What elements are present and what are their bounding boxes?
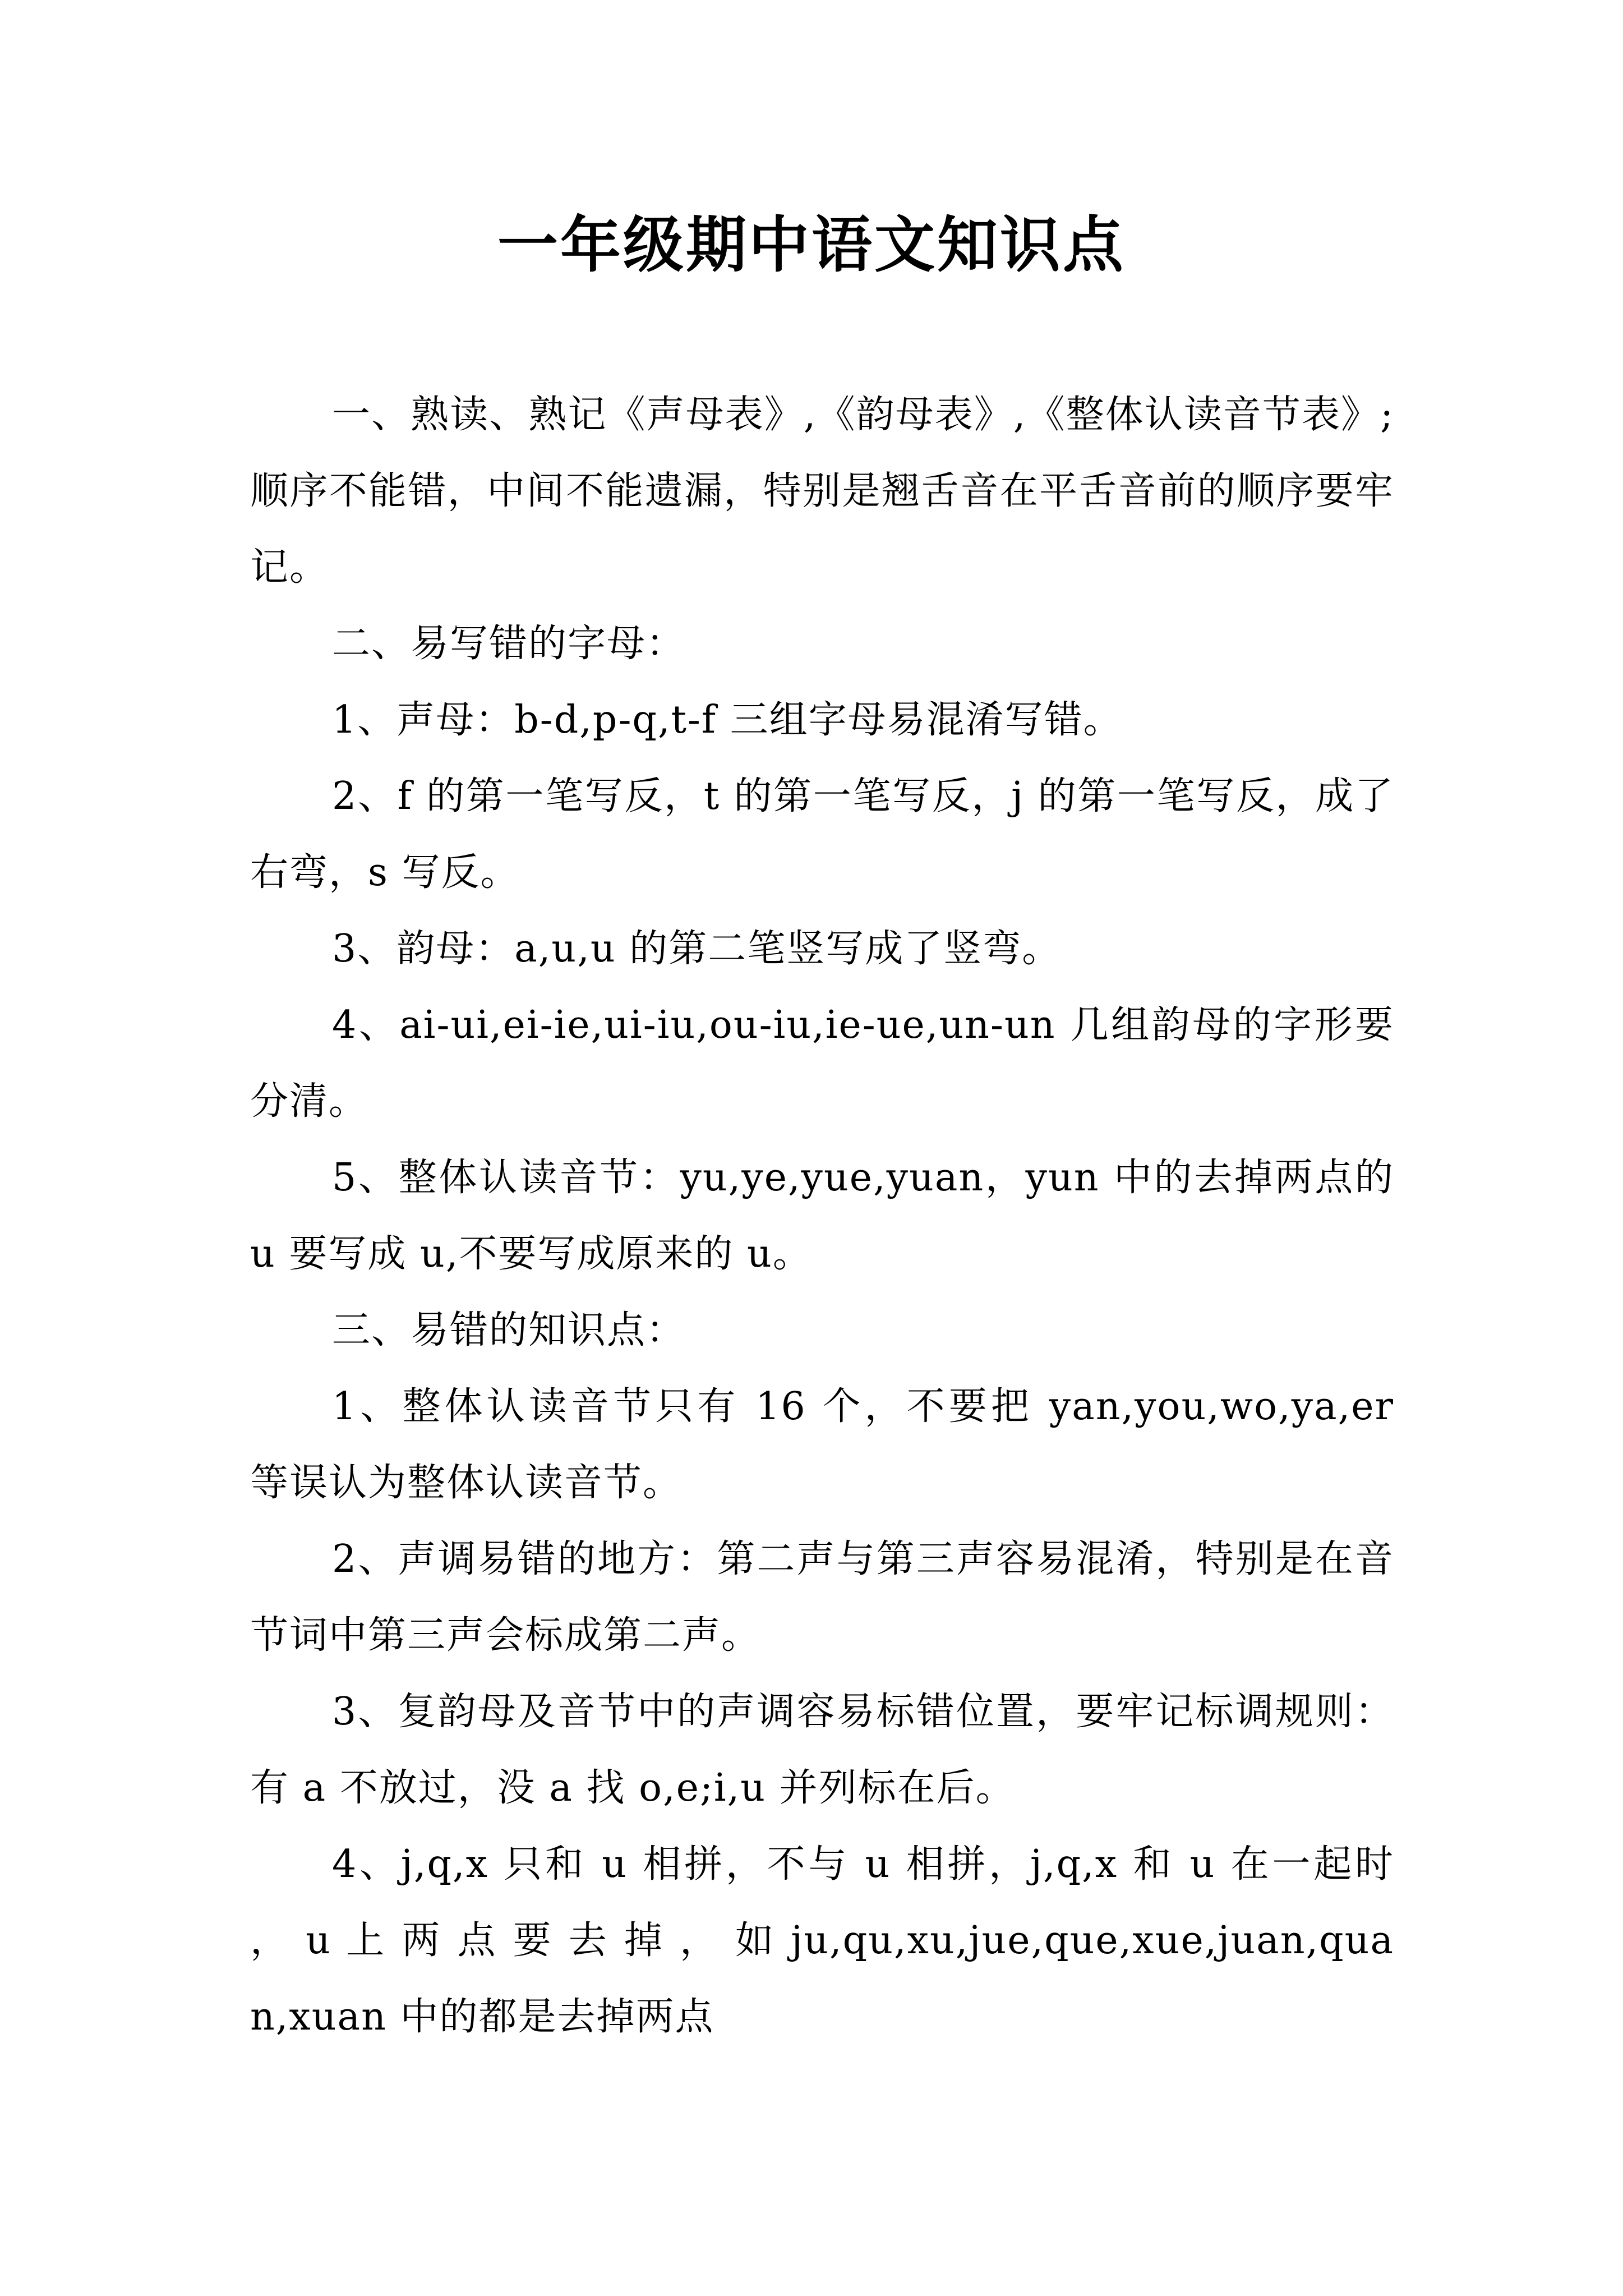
paragraph-9: 1、整体认读音节只有 16 个，不要把 yan,you,wo,ya,er 等误认为整体认读音节。: [250, 1384, 1394, 1505]
paragraph-10: 2、声调易错的地方：第二声与第三声容易混淆，特别是在音节词中第三声会标成第二声。: [250, 1537, 1394, 1658]
paragraph-2: 二、易写错的字母：: [332, 622, 686, 666]
paragraph-8: 三、易错的知识点：: [332, 1308, 686, 1352]
document-body: [250, 377, 1394, 2055]
paragraph-5: 3、韵母：a,u,u 的第二笔竖写成了竖弯。: [332, 927, 1062, 971]
paragraph-6: 4、ai-ui,ei-ie,ui-iu,ou-iu,ie-ue,un-un 几组韵母的字形要分清。: [250, 1003, 1394, 1124]
paragraph-1: 一、熟读、熟记《声母表》,《韵母表》,《整体认读音节表》;顺序不能错，中间不能遗漏，特别是翘舌音在平舌音前的顺序要牢记。: [250, 393, 1394, 590]
paragraph-4: 2、f 的第一笔写反，t 的第一笔写反，j 的第一笔写反，成了右弯，s 写反。: [250, 774, 1394, 895]
paragraph-12: 4、j,q,x 只和 u 相拼，不与 u 相拼，j,q,x 和 u 在一起时 ， u 上 两 点 要 去 掉 ， 如 ju,qu,xu,jue,que,xue,juan,quan,xuan 中的都是去掉两点: [250, 1842, 1394, 2039]
paragraph-3: 1、声母：b-d,p-q,t-f 三组字母易混淆写错。: [332, 698, 1123, 742]
paragraph-7: 5、整体认读音节：yu,ye,yue,yuan，yun 中的去掉两点的 u 要写成 u,不要写成原来的 u。: [250, 1156, 1394, 1276]
paragraph-11: 3、复韵母及音节中的声调容易标错位置，要牢记标调规则：有 a 不放过，没 a 找 o,e;i,u 并列标在后。: [250, 1690, 1394, 1810]
document-title: 一年级期中语文知识点: [497, 210, 1126, 280]
